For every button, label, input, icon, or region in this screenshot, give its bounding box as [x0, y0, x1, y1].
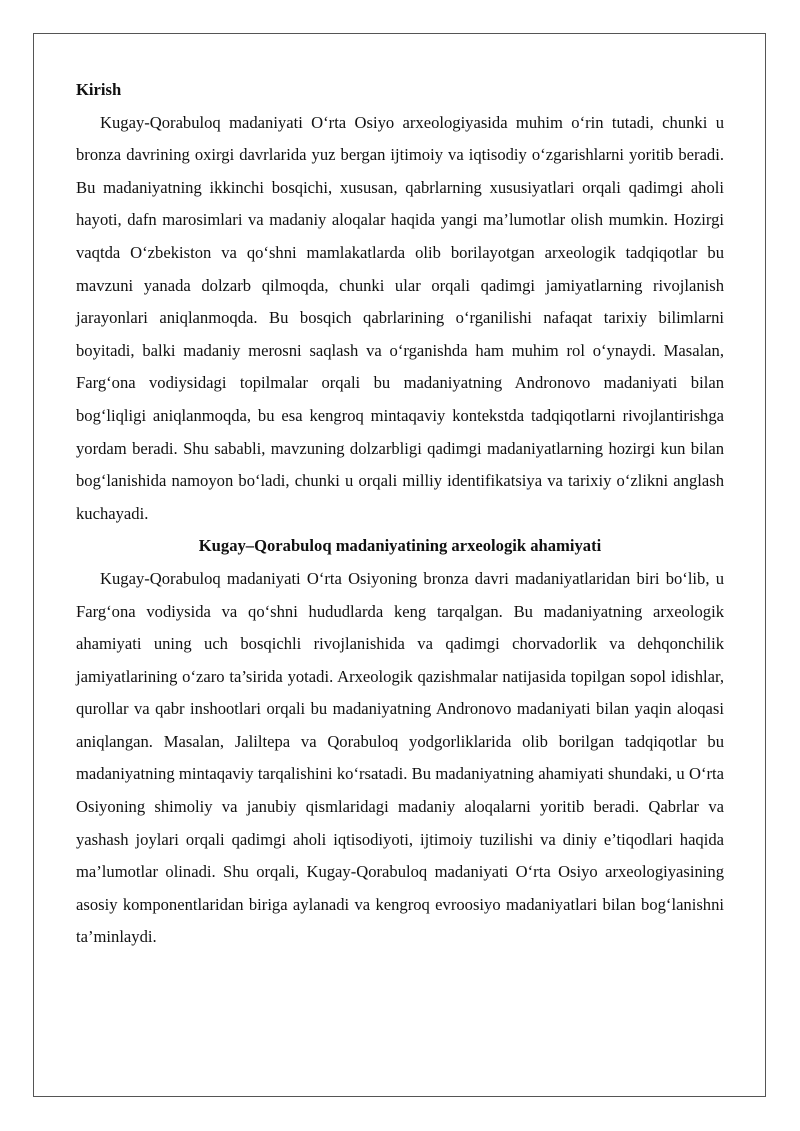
intro-heading: Kirish — [76, 80, 122, 99]
document-body — [76, 74, 724, 954]
intro-paragraph: Kugay-Qorabuloq madaniyati O‘rta Osiyo arxeologiyasida muhim o‘rin tutadi, chunki u bronza davrining oxirgi davrlarida yuz bergan ijtimoiy va iqtisodiy o‘zgarishlarni yoritib beradi. Bu madaniyatning ikkinchi bosqichi, xususan, qabrlarning xususiyatlari orqali qadimgi aholi hayoti, dafn marosimlari va madaniy aloqalar haqida yangi ma’lumotlar olish mumkin. Hozirgi vaqtda O‘zbekiston va qo‘shni mamlakatlarda olib borilayotgan arxeologik tadqiqotlar bu mavzuni yanada dolzarb qilmoqda, chunki ular orqali qadimgi jamiyatlarning rivojlanish jarayonlari aniqlanmoqda. Bu bosqich qabrlarining o‘rganilishi nafaqat tarixiy bilimlarni boyitadi, balki madaniy merosni saqlash va o‘rganishda ham muhim rol o‘ynaydi. Masalan, Farg‘ona vodiysidagi topilmalar orqali bu madaniyatning Andronovo madaniyati bilan bog‘liqligi aniqlanmoqda, bu esa kengroq mintaqaviy kontekstda tadqiqotlarni rivojlantirishga yordam beradi. Shu sababli, mavzuning dolzarbligi qadimgi madaniyatlarning hozirgi kun bilan bog‘lanishida namoyon bo‘ladi, chunki u orqali milliy identifikatsiya va tarixiy o‘zlikni anglash kuchayadi. — [76, 112, 724, 523]
section-heading: Kugay–Qorabuloq madaniyatining arxeologik ahamiyati — [198, 536, 602, 556]
section-paragraph: Kugay-Qorabuloq madaniyati O‘rta Osiyoning bronza davri madaniyatlaridan biri bo‘lib, u Farg‘ona vodiysida va qo‘shni hududlarda keng tarqalgan. Bu madaniyatning arxeologik ahamiyati uning uch bosqichli rivojlanishida va qadimgi chorvadorlik va dehqonchilik jamiyatlarining o‘zaro ta’sirida yotadi. Arxeologik qazishmalar natijasida topilgan sopol idishlar, qurollar va qabr inshootlari orqali bu madaniyatning Andronovo madaniyati bilan yaqin aloqasi aniqlangan. Masalan, Jaliltepa va Qorabuloq yodgorliklarida olib borilgan tadqiqotlar bu madaniyatning mintaqaviy tarqalishini ko‘rsatadi. Bu madaniyatning ahamiyati shundaki, u O‘rta Osiyoning shimoliy va janubiy qismlaridagi madaniy aloqalarni yoritib beradi. Qabrlar va yashash joylari orqali qadimgi aholi iqtisodiyoti, ijtimoiy tuzilishi va diniy e’tiqodlari haqida ma’lumotlar olinadi. Shu orqali, Kugay-Qorabuloq madaniyati O‘rta Osiyo arxeologiyasining asosiy komponentlaridan biriga aylanadi va kengroq evroosiyo madaniyatlari bilan bog‘lanishni ta’minlaydi. — [76, 568, 724, 947]
